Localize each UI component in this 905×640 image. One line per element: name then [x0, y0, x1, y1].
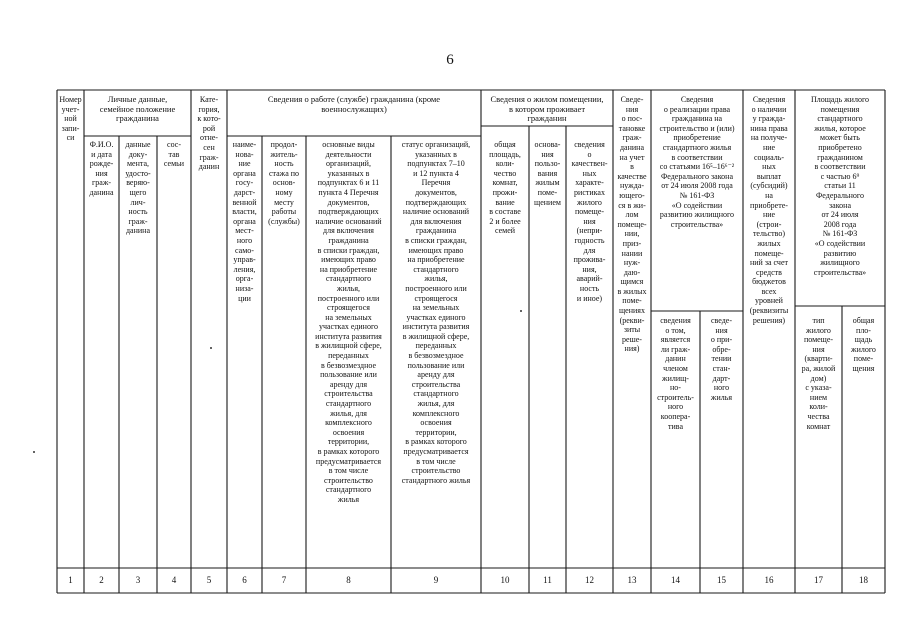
column-number: 16: [764, 575, 774, 585]
column-number: 1: [68, 575, 73, 585]
col-record-number: Номер учет- ной запи- си: [59, 95, 82, 143]
column-number: 6: [242, 575, 247, 585]
col-total-area-housing: общая пло- щадь жилого поме- щения: [851, 316, 876, 373]
col-standard-housing: сведе- ния о при- обре- тении стан- дарт- ного жилья: [710, 316, 733, 402]
column-number: 11: [543, 575, 552, 585]
column-number: 5: [206, 575, 212, 585]
column-number: 13: [627, 575, 637, 585]
col-family-composition: сос- тав семьи: [163, 140, 185, 169]
col-cooperative-member: сведения о том, является ли граж- данин членом жилищ- но- строитель- ного коопера- тива: [657, 316, 694, 431]
col-category: Кате- гория, к кото- рой отне- сен граж- данин: [197, 95, 221, 172]
column-number: 18: [859, 575, 868, 585]
col-social-payments: Сведения о наличии у гражда- нина права на получе- ние социаль- ных выплат (субсидий) на приобрете- ние (строи- тельство) жилых помеще- ний за счет средств бюджетов всех уровней (реквизиты решения): [749, 95, 789, 325]
group-realization-info: Сведения о реализации права гражданина на строительство и (или) приобретение стандартного жилья в соответствии со статьями 16⁵–16⁶⁻² Федерального закона от 24 июля 2008 года № 161-ФЗ «О содействии развитию жилищного строительства»: [659, 95, 735, 229]
group-housing-info: Сведения о жилом помещении, в котором проживает гражданин: [490, 94, 604, 124]
scan-speck: [33, 451, 35, 453]
column-number: 15: [717, 575, 726, 585]
column-number: 7: [281, 575, 287, 585]
col-work-experience: продол- житель- ность стажа по основ- ному месту работы (службы): [268, 140, 300, 226]
group-personal-data: Личные данные, семейное положение гражданина: [99, 94, 176, 124]
column-number: 10: [500, 575, 510, 585]
group-housing-area: Площадь жилого помещения стандартного жилья, которое может быть приобретено гражданином в соответствии с частью 6⁹ статьи 11 Федерального закона от 24 июля 2008 года № 161-ФЗ «О содействии развитию жилищного строительства»: [810, 95, 870, 277]
col-quality-info: сведения о качествен- ных характе- ристиках жилого помеще- ния (непри- годность для прожива- ния, аварий- ность и иное): [571, 140, 608, 303]
column-number: 8: [346, 575, 351, 585]
column-number: 9: [433, 575, 439, 585]
column-number: 17: [814, 575, 823, 585]
col-usage-basis: основа- ния пользо- вания жилым поме- щением: [534, 140, 561, 207]
col-organization-status: статус организаций, указанных в подпунктах 7–10 и 12 пункта 4 Перечня документов, подтверждающих наличие оснований для включения гражданина в списки граждан, имеющих право на приобретение стандартного жилья, построенного или строящегося на земельных участках единого института развития в жилищной сфере, переданных в безвозмездное пользование или аренду для строительства стандартного жилья, для комплексного освоения территории, в рамках которого предусматривается в том числе строительство стандартного жилья: [401, 140, 471, 485]
column-number: 2: [99, 575, 104, 585]
column-number: 14: [671, 575, 680, 585]
col-activity-types: основные виды деятельности организаций, указанных в подпунктах 6 и 11 пункта 4 Перечня документов, подтверждающих наличие оснований для включения гражданина в списки граждан, имеющих право на приобретение стандартного жилья, построенного или строящегося на земельных участках единого института развития в жилищной сфере, переданных в безвозмездное пользование или аренду для строительства стандартного жилья, для комплексного освоения территории, в рамках которого предусматривается в том числе строительство стандартного жилья: [315, 140, 382, 504]
column-number: 3: [135, 575, 141, 585]
scan-speck: [520, 310, 522, 312]
col-housing-type: тип жилого помеще- ния (кварти- ра, жилой дом) с указа- нием коли- чества комнат: [801, 316, 836, 431]
column-number: 12: [585, 575, 594, 585]
col-organization-name: наиме- нова- ние органа госу- дарст- венной власти, органа мест- ного само- управ- ления, орга- низa- ции: [232, 140, 257, 303]
col-identity-document: данные доку- мента, удосто- веряю- щего лич- ность граж- данина: [125, 140, 151, 236]
column-number: 4: [171, 575, 177, 585]
group-work-info: Сведения о работе (службе) гражданина (кроме военнослужащих): [267, 94, 441, 114]
col-total-area: общая площадь, коли- чество комнат, прожи- вание в составе 2 и более семей: [489, 140, 521, 236]
col-full-name: Ф.И.О. и дата рожде- ния граж- данина: [89, 140, 114, 197]
col-registration-info: Сведе- ния о пос- тановке граж- данина на учет в качестве нужда- ющего- ся в жи- лом помеще- нии, приз- нании нуж- даю- щимся в жилых поме- щениях (рекви- зиты реше- ния): [617, 95, 647, 354]
scan-speck: [210, 347, 212, 349]
page-number: 6: [446, 52, 454, 68]
